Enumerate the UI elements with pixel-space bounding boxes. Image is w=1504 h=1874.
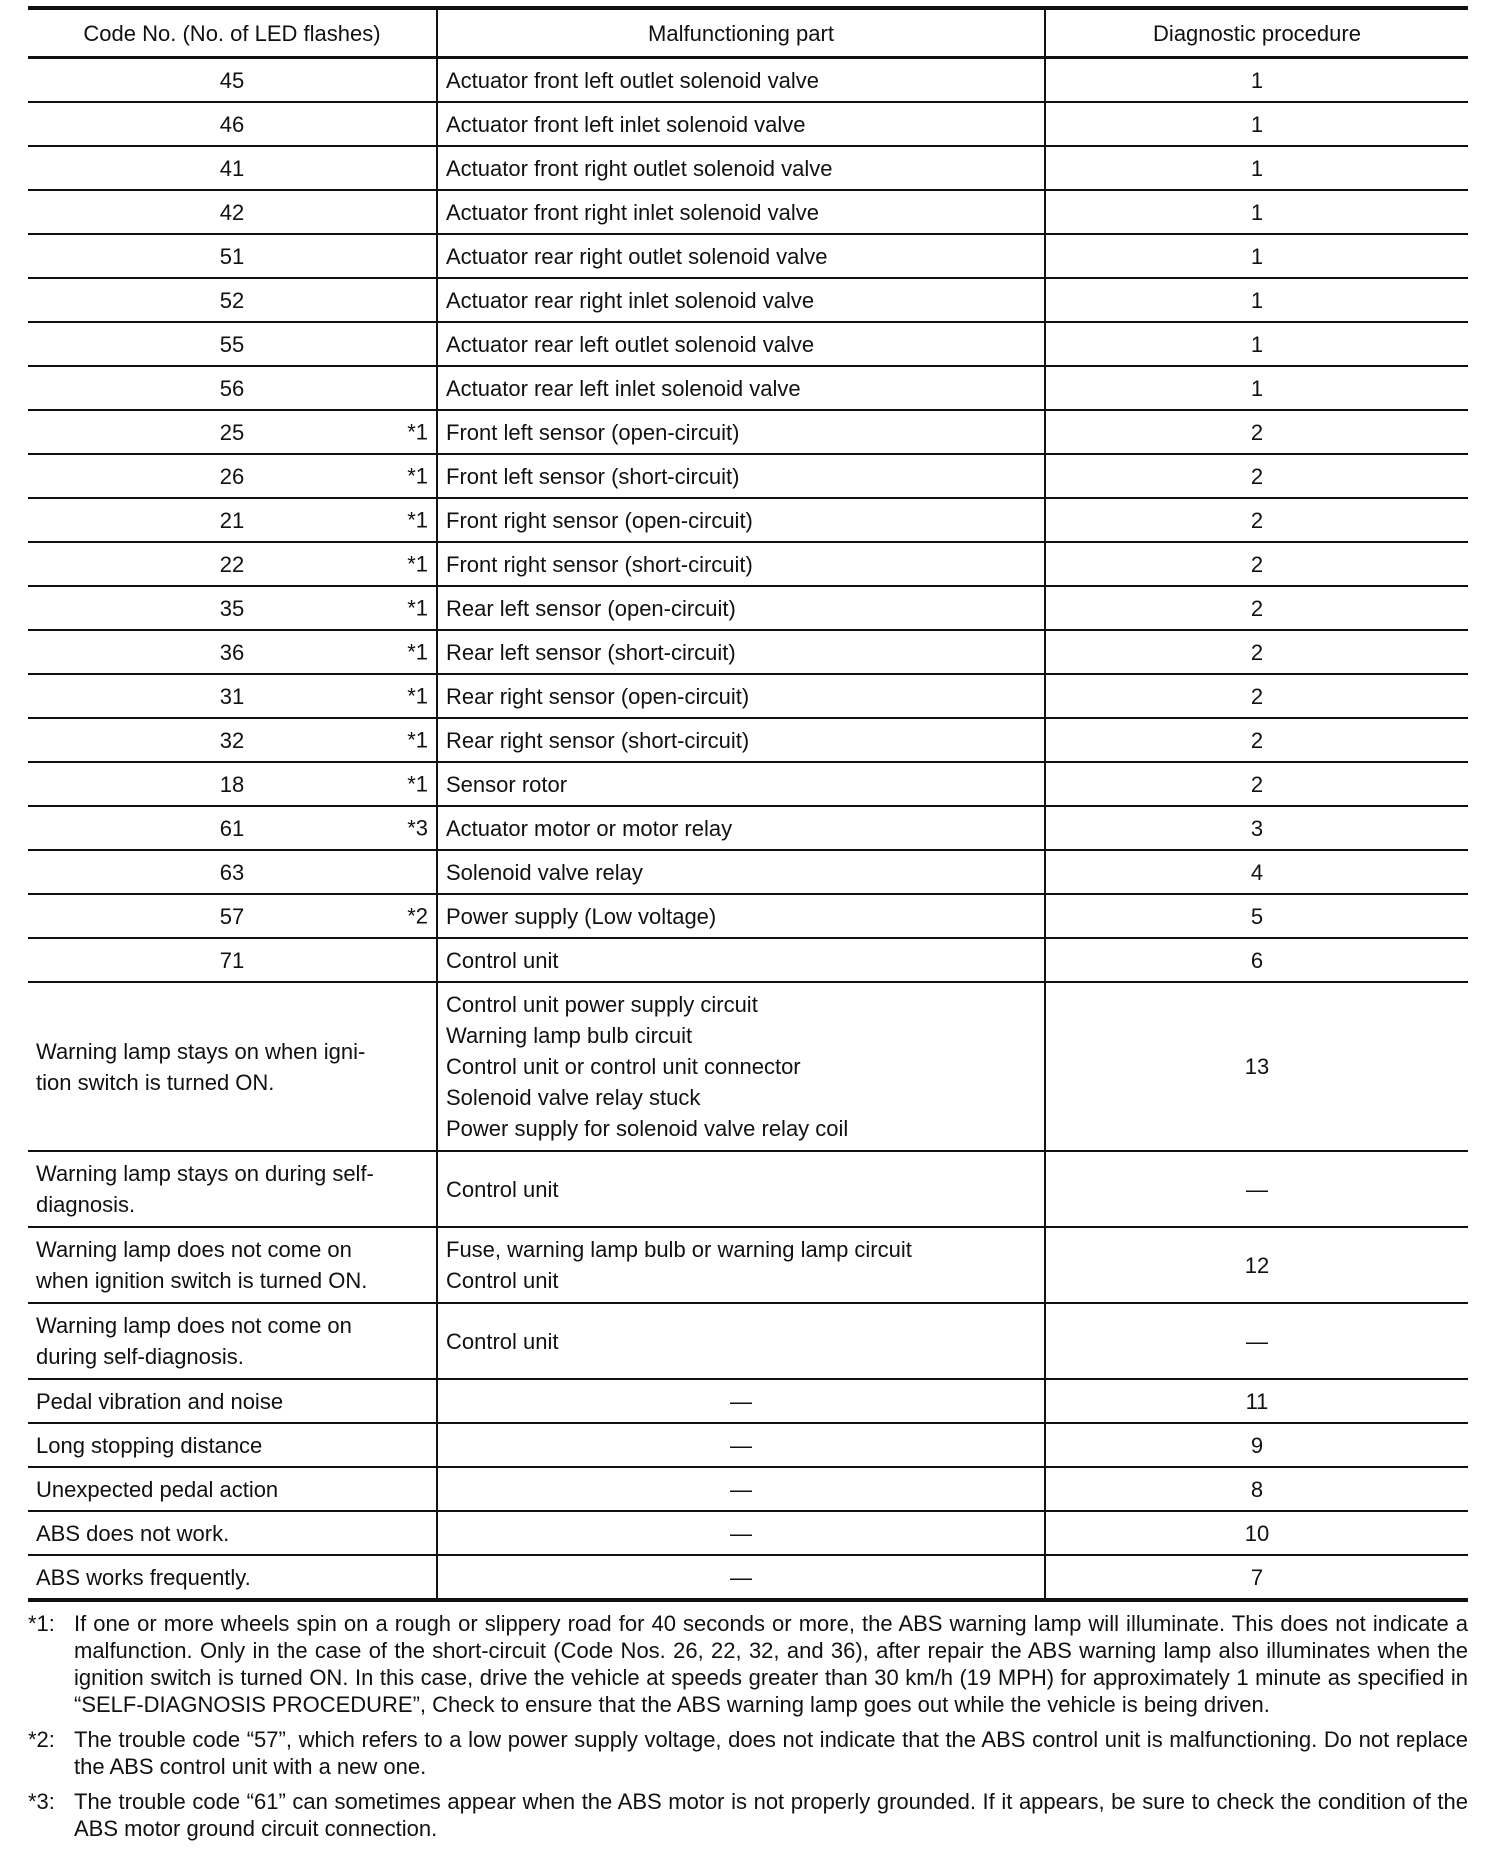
table-row — [28, 938, 1468, 982]
malfunctioning-part: Actuator front right outlet solenoid valve — [437, 146, 1045, 190]
diagnostic-procedure: 2 — [1045, 454, 1468, 498]
part-line: Solenoid valve relay stuck — [446, 1085, 701, 1110]
code-cell — [28, 322, 437, 366]
symptom-cell: Pedal vibration and noise — [28, 1379, 437, 1423]
malfunctioning-part: Front left sensor (short-circuit) — [437, 454, 1045, 498]
table-row — [28, 58, 1468, 103]
diagnostic-procedure: 1 — [1045, 190, 1468, 234]
diagnostic-procedure: 1 — [1045, 322, 1468, 366]
part-line: Control unit — [446, 1328, 559, 1354]
symptom-line: Warning lamp stays on during self- — [36, 1161, 374, 1186]
malfunctioning-part — [437, 1303, 1045, 1379]
code-cell — [28, 542, 437, 586]
code-cell — [28, 454, 437, 498]
malfunctioning-part: Control unit — [437, 938, 1045, 982]
footnote-ref: *1 — [407, 551, 428, 577]
table-row — [28, 1467, 1468, 1511]
diagnostic-procedure: 2 — [1045, 630, 1468, 674]
part-line: Control unit or control unit connector — [446, 1054, 801, 1079]
code-cell — [28, 498, 437, 542]
malfunctioning-part: Rear left sensor (open-circuit) — [437, 586, 1045, 630]
code-number: 56 — [219, 375, 245, 401]
footnote-ref: *3 — [407, 815, 428, 841]
table-row — [28, 1303, 1468, 1379]
table-row — [28, 454, 1468, 498]
part-line: Control unit power supply circuit — [446, 992, 758, 1017]
malfunctioning-part: Actuator rear right outlet solenoid valve — [437, 234, 1045, 278]
table-row — [28, 278, 1468, 322]
malfunctioning-part — [437, 982, 1045, 1151]
code-cell — [28, 58, 437, 103]
diagnostic-procedure: 10 — [1045, 1511, 1468, 1555]
diagnostic-procedure: 2 — [1045, 542, 1468, 586]
diagnostic-procedure: 12 — [1045, 1227, 1468, 1303]
malfunctioning-part: Rear right sensor (open-circuit) — [437, 674, 1045, 718]
symptom-cell — [28, 982, 437, 1151]
footnote-ref: *1 — [407, 463, 428, 489]
table-row — [28, 1151, 1468, 1227]
footnote — [28, 1726, 1468, 1780]
code-number: 41 — [219, 155, 245, 181]
diagnostic-procedure: 11 — [1045, 1379, 1468, 1423]
header-code: Code No. (No. of LED flashes) — [28, 8, 437, 58]
diagnostic-procedure: 2 — [1045, 718, 1468, 762]
diagnostic-procedure: 6 — [1045, 938, 1468, 982]
malfunctioning-part: — — [437, 1511, 1045, 1555]
symptom-cell: ABS does not work. — [28, 1511, 437, 1555]
diagnostic-procedure: 4 — [1045, 850, 1468, 894]
code-cell — [28, 146, 437, 190]
table-row — [28, 322, 1468, 366]
symptom-line: Warning lamp does not come on — [36, 1313, 352, 1338]
code-number: 42 — [219, 199, 245, 225]
code-number: 26 — [219, 463, 245, 489]
diagnostic-procedure: 1 — [1045, 278, 1468, 322]
diagnostic-procedure: 1 — [1045, 366, 1468, 410]
footnote-mark: *1: — [28, 1611, 55, 1636]
footnotes — [28, 1610, 1468, 1842]
malfunctioning-part: Sensor rotor — [437, 762, 1045, 806]
code-number: 22 — [219, 551, 245, 577]
symptom-cell: ABS works frequently. — [28, 1555, 437, 1600]
code-number: 25 — [219, 419, 245, 445]
code-number: 21 — [219, 507, 245, 533]
symptom-cell — [28, 1303, 437, 1379]
header-diagnostic-procedure: Diagnostic procedure — [1045, 8, 1468, 58]
code-cell — [28, 938, 437, 982]
code-number: 18 — [219, 771, 245, 797]
malfunctioning-part — [437, 1227, 1045, 1303]
code-number: 32 — [219, 727, 245, 753]
malfunctioning-part: Front left sensor (open-circuit) — [437, 410, 1045, 454]
malfunctioning-part: Power supply (Low voltage) — [437, 894, 1045, 938]
part-line: Warning lamp bulb circuit — [446, 1023, 693, 1048]
malfunctioning-part: Front right sensor (short-circuit) — [437, 542, 1045, 586]
diagnostic-procedure: — — [1045, 1151, 1468, 1227]
footnote-ref: *1 — [407, 771, 428, 797]
footnote-text: The trouble code “57”, which refers to a low power supply voltage, does not indicate that the ABS control unit is malfunctioning. Do not replace the ABS control unit with a new one. — [74, 1727, 1468, 1779]
diagnostic-procedure: 1 — [1045, 146, 1468, 190]
code-number: 63 — [219, 859, 245, 885]
code-cell — [28, 410, 437, 454]
footnote-mark: *3: — [28, 1789, 55, 1814]
malfunctioning-part: — — [437, 1467, 1045, 1511]
malfunctioning-part: Actuator front left inlet solenoid valve — [437, 102, 1045, 146]
malfunctioning-part: — — [437, 1379, 1045, 1423]
table-row — [28, 1511, 1468, 1555]
malfunctioning-part — [437, 1151, 1045, 1227]
diagnostic-procedure: 1 — [1045, 234, 1468, 278]
code-number: 61 — [219, 815, 245, 841]
diagnostic-procedure: 3 — [1045, 806, 1468, 850]
malfunctioning-part: — — [437, 1555, 1045, 1600]
footnote-ref: *2 — [407, 903, 428, 929]
malfunctioning-part: Actuator front right inlet solenoid valve — [437, 190, 1045, 234]
symptom-cell: Long stopping distance — [28, 1423, 437, 1467]
diagnostic-procedure: 2 — [1045, 498, 1468, 542]
code-number: 57 — [219, 903, 245, 929]
footnote — [28, 1610, 1468, 1718]
symptom-line: when ignition switch is turned ON. — [36, 1268, 368, 1293]
diagnostic-procedure: 9 — [1045, 1423, 1468, 1467]
diagnostic-procedure: 2 — [1045, 410, 1468, 454]
code-cell — [28, 102, 437, 146]
malfunctioning-part: — — [437, 1423, 1045, 1467]
diagnostic-procedure: 2 — [1045, 586, 1468, 630]
table-row — [28, 498, 1468, 542]
code-cell — [28, 718, 437, 762]
malfunctioning-part: Actuator rear left inlet solenoid valve — [437, 366, 1045, 410]
diagnostic-table — [28, 6, 1468, 1602]
malfunctioning-part: Actuator front left outlet solenoid valve — [437, 58, 1045, 103]
malfunctioning-part: Actuator rear left outlet solenoid valve — [437, 322, 1045, 366]
malfunctioning-part: Rear left sensor (short-circuit) — [437, 630, 1045, 674]
malfunctioning-part: Rear right sensor (short-circuit) — [437, 718, 1045, 762]
footnote-ref: *1 — [407, 727, 428, 753]
diagnostic-procedure: 5 — [1045, 894, 1468, 938]
footnote-ref: *1 — [407, 683, 428, 709]
symptom-cell — [28, 1151, 437, 1227]
code-number: 45 — [219, 67, 245, 93]
diagnostic-procedure: 1 — [1045, 58, 1468, 103]
footnote-text: The trouble code “61” can sometimes appear when the ABS motor is not properly grounded. If it appears, be sure to check the condition of the ABS motor ground circuit connection. — [74, 1789, 1468, 1841]
table-row — [28, 630, 1468, 674]
footnote-ref: *1 — [407, 595, 428, 621]
table-row — [28, 1555, 1468, 1600]
code-cell — [28, 278, 437, 322]
code-cell — [28, 190, 437, 234]
code-cell — [28, 806, 437, 850]
code-number: 55 — [219, 331, 245, 357]
table-row — [28, 718, 1468, 762]
table-row — [28, 1423, 1468, 1467]
code-cell — [28, 366, 437, 410]
symptom-line: tion switch is turned ON. — [36, 1069, 275, 1095]
symptom-cell: Unexpected pedal action — [28, 1467, 437, 1511]
code-number: 51 — [219, 243, 245, 269]
footnote-ref: *1 — [407, 507, 428, 533]
diagnostic-procedure: 13 — [1045, 982, 1468, 1151]
table-row — [28, 982, 1468, 1151]
footnote-mark: *2: — [28, 1727, 55, 1752]
symptom-line: diagnosis. — [36, 1192, 136, 1217]
code-number: 31 — [219, 683, 245, 709]
part-line: Control unit — [446, 1268, 559, 1293]
symptom-cell — [28, 1227, 437, 1303]
header-malfunctioning-part: Malfunctioning part — [437, 8, 1045, 58]
diagnostic-procedure: 2 — [1045, 762, 1468, 806]
code-cell — [28, 674, 437, 718]
document-page — [28, 6, 1468, 1850]
table-row — [28, 1379, 1468, 1423]
table-row — [28, 806, 1468, 850]
part-line: Fuse, warning lamp bulb or warning lamp circuit — [446, 1237, 912, 1262]
table-row — [28, 894, 1468, 938]
code-cell — [28, 586, 437, 630]
table-row — [28, 586, 1468, 630]
table-row — [28, 674, 1468, 718]
code-number: 71 — [219, 947, 245, 973]
part-line: Control unit — [446, 1176, 559, 1202]
table-row — [28, 190, 1468, 234]
code-cell — [28, 630, 437, 674]
table-row — [28, 410, 1468, 454]
code-number: 35 — [219, 595, 245, 621]
table-header-row — [28, 8, 1468, 58]
diagnostic-procedure: 7 — [1045, 1555, 1468, 1600]
footnote — [28, 1788, 1468, 1842]
table-row — [28, 366, 1468, 410]
symptom-line: Warning lamp stays on when igni- — [36, 1038, 366, 1064]
malfunctioning-part: Actuator motor or motor relay — [437, 806, 1045, 850]
code-number: 46 — [219, 111, 245, 137]
table-row — [28, 102, 1468, 146]
code-number: 36 — [219, 639, 245, 665]
table-row — [28, 762, 1468, 806]
code-number: 52 — [219, 287, 245, 313]
code-cell — [28, 894, 437, 938]
diagnostic-procedure: 8 — [1045, 1467, 1468, 1511]
diagnostic-procedure: 2 — [1045, 674, 1468, 718]
symptom-line: during self-diagnosis. — [36, 1344, 244, 1369]
diagnostic-procedure: — — [1045, 1303, 1468, 1379]
malfunctioning-part: Front right sensor (open-circuit) — [437, 498, 1045, 542]
table-row — [28, 850, 1468, 894]
footnote-ref: *1 — [407, 419, 428, 445]
part-line: Power supply for solenoid valve relay coil — [446, 1116, 849, 1141]
code-cell — [28, 850, 437, 894]
footnote-ref: *1 — [407, 639, 428, 665]
footnote-text: If one or more wheels spin on a rough or slippery road for 40 seconds or more, the ABS warning lamp will illuminate. This does not indicate a malfunction. Only in the case of the short-circuit (Code Nos. 26, 22, 32, and 36), after repair the ABS warning lamp also illuminates when the ignition switch is turned ON. In this case, drive the vehicle at speeds greater than 30 km/h (19 MPH) for approximately 1 minute as specified in “SELF-DIAGNOSIS PROCEDURE”, Check to ensure that the ABS warning lamp goes out while the vehicle is being driven. — [74, 1611, 1468, 1717]
code-cell — [28, 234, 437, 278]
diagnostic-procedure: 1 — [1045, 102, 1468, 146]
symptom-line: Warning lamp does not come on — [36, 1237, 352, 1262]
table-row — [28, 542, 1468, 586]
code-cell — [28, 762, 437, 806]
malfunctioning-part: Actuator rear right inlet solenoid valve — [437, 278, 1045, 322]
malfunctioning-part: Solenoid valve relay — [437, 850, 1045, 894]
table-row — [28, 1227, 1468, 1303]
table-row — [28, 234, 1468, 278]
table-row — [28, 146, 1468, 190]
